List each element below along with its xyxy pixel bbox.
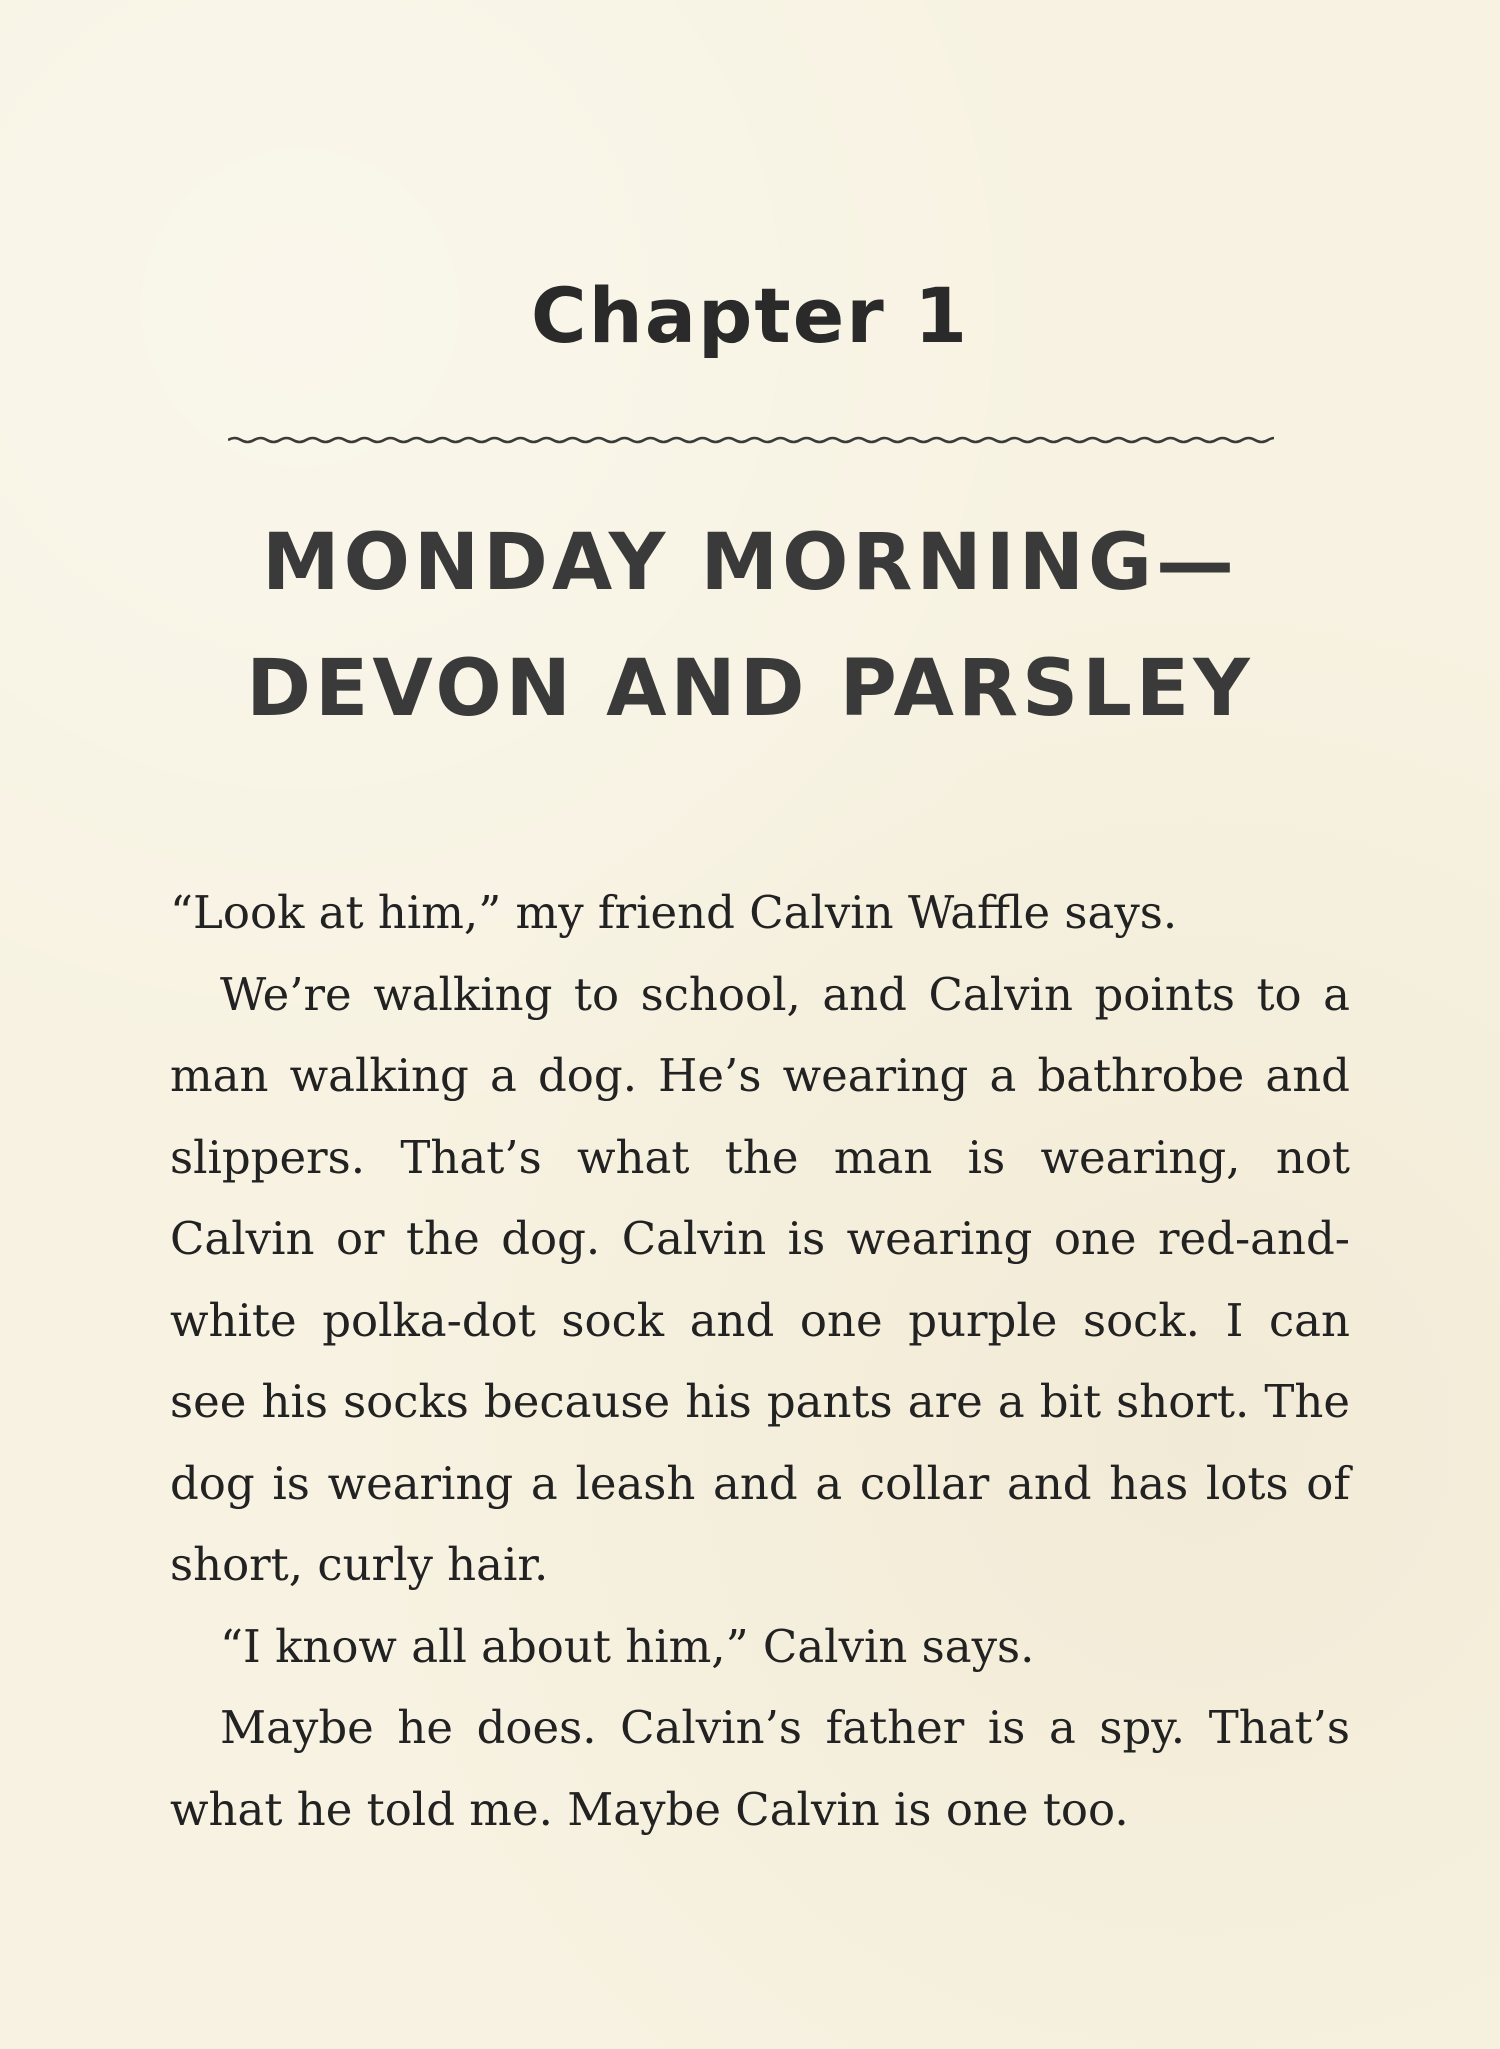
chapter-body (170, 872, 1350, 1850)
paragraph: Maybe he does. Calvin’s father is a spy. That’s what he told me. Maybe Calvin is one too. (170, 1701, 1350, 1836)
chapter-number: Chapter 1 (530, 271, 970, 360)
paragraph: “Look at him,” my friend Calvin Waffle says. (170, 886, 1178, 939)
chapter-title (0, 500, 1500, 752)
paragraph: “I know all about him,” Calvin says. (220, 1619, 1035, 1673)
wavy-divider (228, 428, 1274, 452)
chapter-title-line-1: MONDAY MORNING— (261, 518, 1239, 608)
paragraph: We’re walking to school, and Calvin points to a man walking a dog. He’s wearing a bathrobe and slippers. That’s what the man is wearing, not Calvin or the dog. Calvin is wearing one red-and-white polka-dot sock and one purple sock. I can see his socks because his pants are a bit short. The dog is wearing a leash and a collar and has lots of short, curly hair. (170, 967, 1350, 1591)
chapter-title-line-2: DEVON AND PARSLEY (246, 644, 1254, 734)
